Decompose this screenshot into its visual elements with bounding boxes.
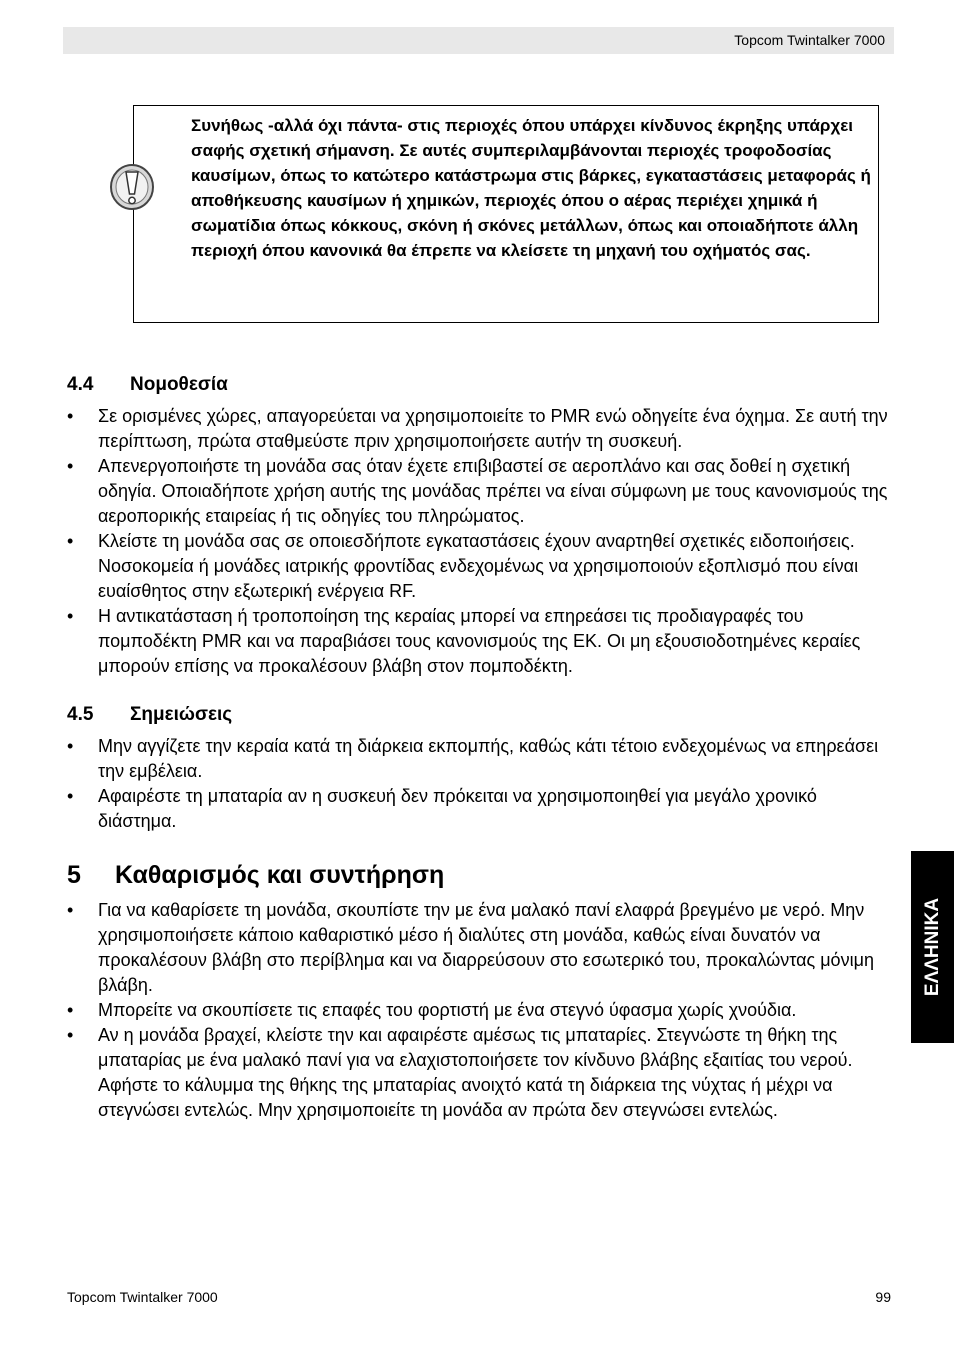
list-item: • Για να καθαρίσετε τη μονάδα, σκουπίστε την με ένα μαλακό πανί ελαφρά βρεγμένο με νερό. Μην χρησιμοποιήσετε κάποιο καθαριστικό μέσο ή διαλύτες στη μονάδα, καθώς είναι δυνατόν να προκαλέσουν βλάβη στο περίβλημα και να διαρρεύσουν στο εσωτερικό του, προκαλώντας μόνιμη βλάβη.: [67, 898, 895, 998]
chapter-title: Καθαρισμός και συντήρηση: [115, 861, 445, 889]
list-item: • Σε ορισμένες χώρες, απαγορεύεται να χρησιμοποιείτε το PMR ενώ οδηγείτε ένα όχημα. Σε αυτή την περίπτωση, πρώτα σταθμεύστε πριν χρησιμοποιήσετε αυτήν τη συσκευή.: [67, 404, 895, 454]
section-title: Σημειώσεις: [130, 704, 233, 725]
footer-title: Topcom Twintalker 7000: [67, 1289, 218, 1305]
section-heading-4-4: [67, 374, 228, 396]
list-item: • Απενεργοποιήστε τη μονάδα σας όταν έχετε επιβιβαστεί σε αεροπλάνο και σας δοθεί η σχετική οδηγία. Οποιαδήποτε χρήση αυτής της μονάδας πρέπει να είναι σύμφωνη με τους κανονισμούς της αεροπορικής εταιρείας ή τις οδηγίες του πληρώματος.: [67, 454, 895, 529]
list-item: • Μπορείτε να σκουπίσετε τις επαφές του φορτιστή με ένα στεγνό ύφασμα χωρίς χνούδια.: [67, 998, 895, 1023]
list-item: • Αφαιρέστε τη μπαταρία αν η συσκευή δεν πρόκειται να χρησιμοποιηθεί για μεγάλο χρονικό διάστημα.: [67, 784, 895, 834]
page-header: [63, 27, 894, 54]
section-heading-4-5: [67, 704, 232, 726]
bullet-list-5: [67, 898, 895, 1123]
page-number: 99: [875, 1289, 891, 1305]
list-item: • Κλείστε τη μονάδα σας σε οποιεσδήποτε εγκαταστάσεις έχουν αναρτηθεί σχετικές ειδοποιήσεις. Νοσοκομεία ή μονάδες ιατρικής φροντίδας ενδεχομένως να χρησιμοποιούν εξοπλισμό που είναι ευαίσθητος στην εξωτερική ενέργεια RF.: [67, 529, 895, 604]
exclamation-warning-icon: [109, 163, 155, 211]
bullet-list-4-4: [67, 404, 895, 679]
language-side-tab: [911, 851, 954, 1043]
section-number: 4.4: [67, 374, 94, 395]
language-label: ΕΛΛΗΝΙΚΑ: [921, 897, 943, 997]
list-item: • Αν η μονάδα βραχεί, κλείστε την και αφαιρέστε αμέσως τις μπαταρίες. Στεγνώστε τη θήκη της μπαταρίας με ένα μαλακό πανί για να ελαχιστοποιήσετε τον κίνδυνο βλάβης εξαιτίας του νερού. Αφήστε το κάλυμμα της θήκης της μπαταρίας ανοιχτό κατά τη διάρκεια της νύχτας ή μέχρι να στεγνώσει εντελώς. Μην χρησιμοποιείτε τη μονάδα αν πρώτα δεν στεγνώσει εντελώς.: [67, 1023, 895, 1123]
header-title: Topcom Twintalker 7000: [734, 32, 885, 48]
warning-text: Συνήθως -αλλά όχι πάντα- στις περιοχές όπου υπάρχει κίνδυνος έκρηξης υπάρχει σαφής σχετική σήμανση. Σε αυτές συμπεριλαμβάνονται περιοχές τροφοδοσίας καυσίμων, όπως το κατώτερο κατάστρωμα στις βάρκες, εγκαταστάσεις μεταφοράς ή αποθήκευσης καυσίμων ή χημικών, περιοχές όπου ο αέρας περιέχει χημικά ή σωματίδια όπως κόκκους, σκόνη ή σκόνες μετάλλων, όπως και οποιαδήποτε άλλη περιοχή όπου κανονικά θα έπρεπε να κλείσετε τη μηχανή του οχήματός σας.: [191, 116, 871, 260]
chapter-number: 5: [67, 861, 81, 889]
list-item: • Η αντικατάσταση ή τροποποίηση της κεραίας μπορεί να επηρεάσει τις προδιαγραφές του πομποδέκτη PMR και να παραβιάσει τους κανονισμούς της ΕΚ. Οι μη εξουσιοδοτημένες κεραίες μπορούν επίσης να προκαλέσουν βλάβη στον πομποδέκτη.: [67, 604, 895, 679]
section-number: 4.5: [67, 704, 94, 725]
bullet-list-4-5: [67, 734, 895, 834]
list-item: • Μην αγγίζετε την κεραία κατά τη διάρκεια εκπομπής, καθώς κάτι τέτοιο ενδεχομένως να επηρεάσει την εμβέλεια.: [67, 734, 895, 784]
chapter-heading-5: [67, 861, 444, 890]
section-title: Νομοθεσία: [130, 374, 228, 395]
